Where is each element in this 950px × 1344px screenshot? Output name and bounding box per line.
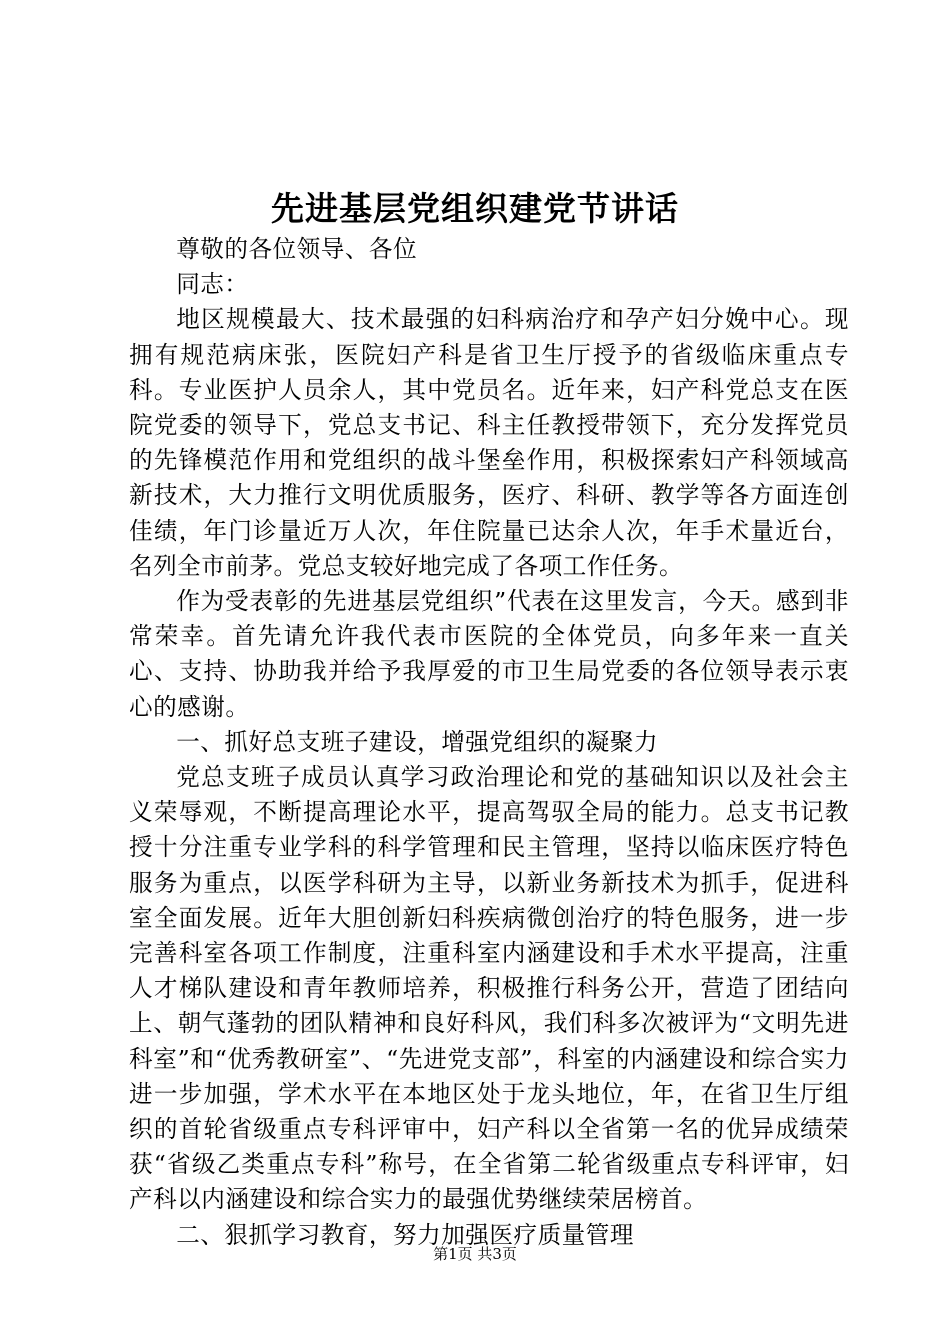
body-paragraph: 作为受表彰的先进基层党组织”代表在这里发言，今天。感到非常荣幸。首先请允许我代表市医院的全体党员，向多年来一直关心、支持、协助我并给予我厚爱的市卫生局党委的各位领导表示衷心的感谢。 <box>129 587 849 721</box>
section-heading: 一、抓好总支班子建设，增强党组织的凝聚力 <box>176 727 659 756</box>
body-paragraph: 党总支班子成员认真学习政治理论和党的基础知识以及社会主义荣辱观，不断提高理论水平，提高驾驭全局的能力。总支书记教授十分注重专业学科的科学管理和民主管理，坚持以临床医疗特色服务为重点，以医学科研为主导，以新业务新技术为抓手，促进科室全面发展。近年大胆创新妇科疾病微创治疗的特色服务，进一步完善科室各项工作制度，注重科室内涵建设和手术水平提高，注重人才梯队建设和青年教师培养，积极推行科务公开，营造了团结向上、朝气蓬勃的团队精神和良好科风，我们科多次被评为“文明先进科室”和“优秀教研室”、“先进党支部”，科室的内涵建设和综合实力进一步加强，学术水平在本地区处于龙头地位，年，在省卫生厅组织的首轮省级重点专科评审中，妇产科以全省第一名的优异成绩荣获“省级乙类重点专科”称号，在全省第二轮省级重点专科评审，妇产科以内涵建设和综合实力的最强优势继续荣居榜首。 <box>129 763 849 1214</box>
salutation-line: 尊敬的各位领导、各位 <box>176 235 418 263</box>
section-heading: 二、狠抓学习教育，努力加强医疗质量管理 <box>176 1220 634 1249</box>
document-title: 先进基层党组织建党节讲话 <box>271 189 679 228</box>
page-footer: 第1页 共3页 <box>433 1245 517 1263</box>
salutation-continuation: 同志： <box>176 270 249 299</box>
document-body <box>129 232 849 1253</box>
body-paragraph: 地区规模最大、技术最强的妇科病治疗和孕产妇分娩中心。现拥有规范病床张，医院妇产科是省卫生厅授予的省级临床重点专科。专业医护人员余人，其中党员名。近年来，妇产科党总支在医院党委的领导下，党总支书记、科主任教授带领下，充分发挥党员的先锋模范作用和党组织的战斗堡垒作用，积极探索妇产科领域高新技术，大力推行文明优质服务，医疗、科研、教学等各方面连创佳绩，年门诊量近万人次，年住院量已达余人次，年手术量近台，名列全市前茅。党总支较好地完成了各项工作任务。 <box>129 305 849 580</box>
